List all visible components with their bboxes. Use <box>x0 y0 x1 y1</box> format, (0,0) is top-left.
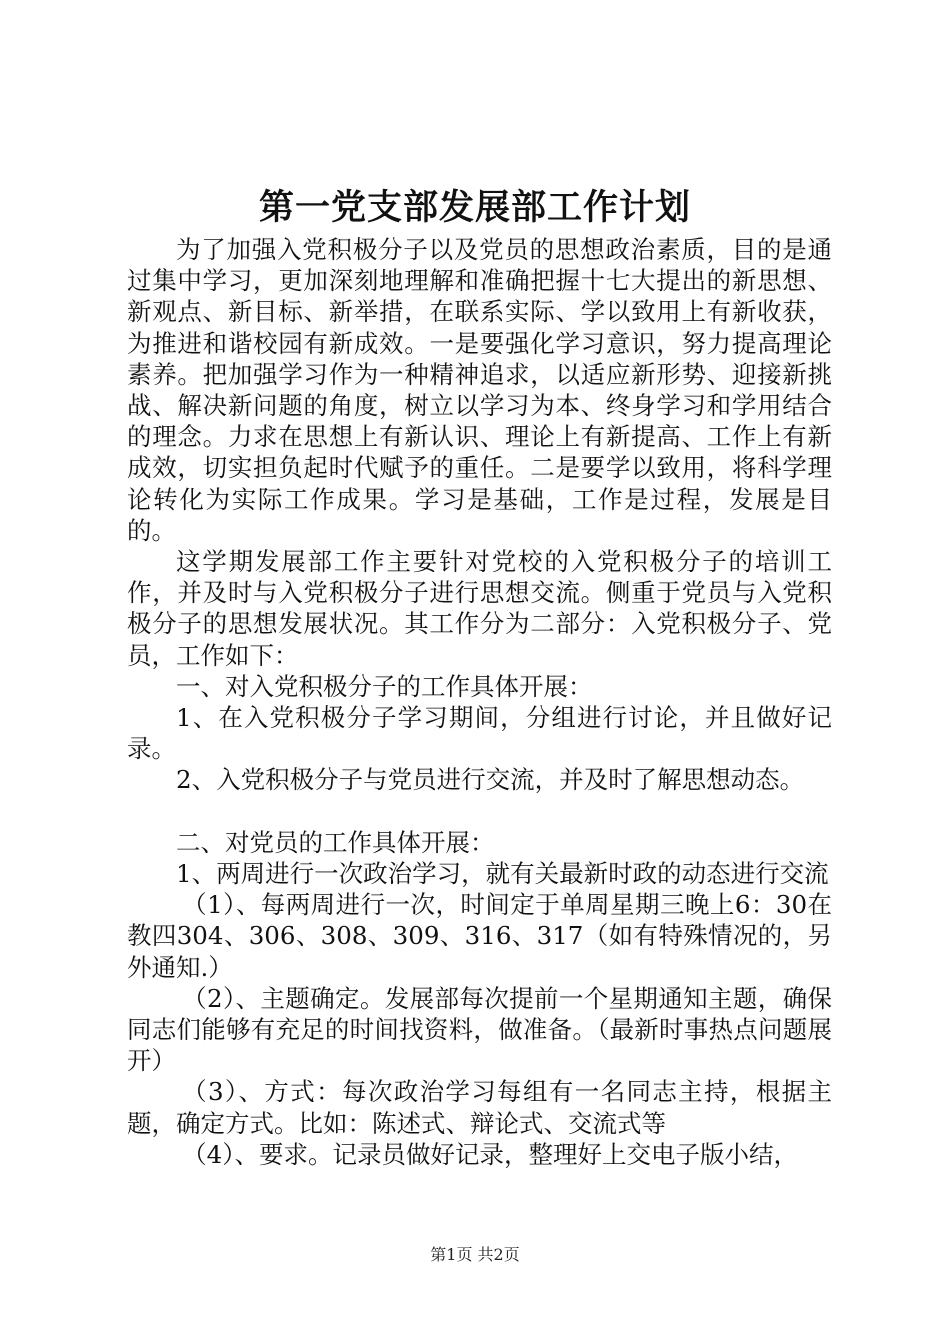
paragraph-work-focus: 这学期发展部工作主要针对党校的入党积极分子的培训工作，并及时与入党积极分子进行思想交流。侧重于党员与入党积极分子的思想发展状况。其工作分为二部分：入党积极分子、党员，工作如下： <box>127 547 832 670</box>
paragraph-intro: 为了加强入党积极分子以及党员的思想政治素质，目的是通过集中学习，更加深刻地理解和准确把握十七大提出的新思想、新观点、新目标、新举措，在联系实际、学以致用上有新收获，为推进和谐校园有新成效。一是要强化学习意识，努力提高理论素养。把加强学习作为一种精神追求，以适应新形势、迎接新挑战、解决新问题的角度，树立以学习为本、终身学习和学用结合的理念。力求在思想上有新认识、理论上有新提高、工作上有新成效，切实担负起时代赋予的重任。二是要学以致用，将科学理论转化为实际工作成果。学习是基础，工作是过程，发展是目的。 <box>127 235 832 545</box>
sub-item-format: （3）、方式：每次政治学习每组有一名同志主持，根据主题，确定方式。比如：陈述式、辩论式、交流式等 <box>127 1077 832 1138</box>
list-item-activist-1: 1、在入党积极分子学习期间，分组进行讨论，并且做好记录。 <box>127 703 832 764</box>
page-footer: 第1页 共2页 <box>430 1245 520 1264</box>
sub-item-schedule: （1）、每两周进行一次，时间定于单周星期三晚上6：30在教四304、306、308、309、316、317（如有特殊情况的，另外通知.） <box>127 890 832 982</box>
sub-item-requirements: （4）、要求。记录员做好记录，整理好上交电子版小结， <box>182 1139 798 1169</box>
document-title: 第一党支部发展部工作计划 <box>258 187 691 228</box>
blank-line <box>127 796 832 827</box>
section-heading-members: 二、对党员的工作具体开展： <box>176 827 495 857</box>
sub-item-topic: （2）、主题确定。发展部每次提前一个星期通知主题，确保同志们能够有充足的时间找资料，做准备。（最新时事热点问题展开） <box>127 983 832 1076</box>
document-body <box>127 234 832 1170</box>
section-heading-activists: 一、对入党积极分子的工作具体开展： <box>176 671 593 701</box>
list-item-member-1: 1、两周进行一次政治学习，就有关最新时政的动态进行交流 <box>176 859 829 889</box>
list-item-activist-2: 2、入党积极分子与党员进行交流，并及时了解思想动态。 <box>176 765 805 795</box>
